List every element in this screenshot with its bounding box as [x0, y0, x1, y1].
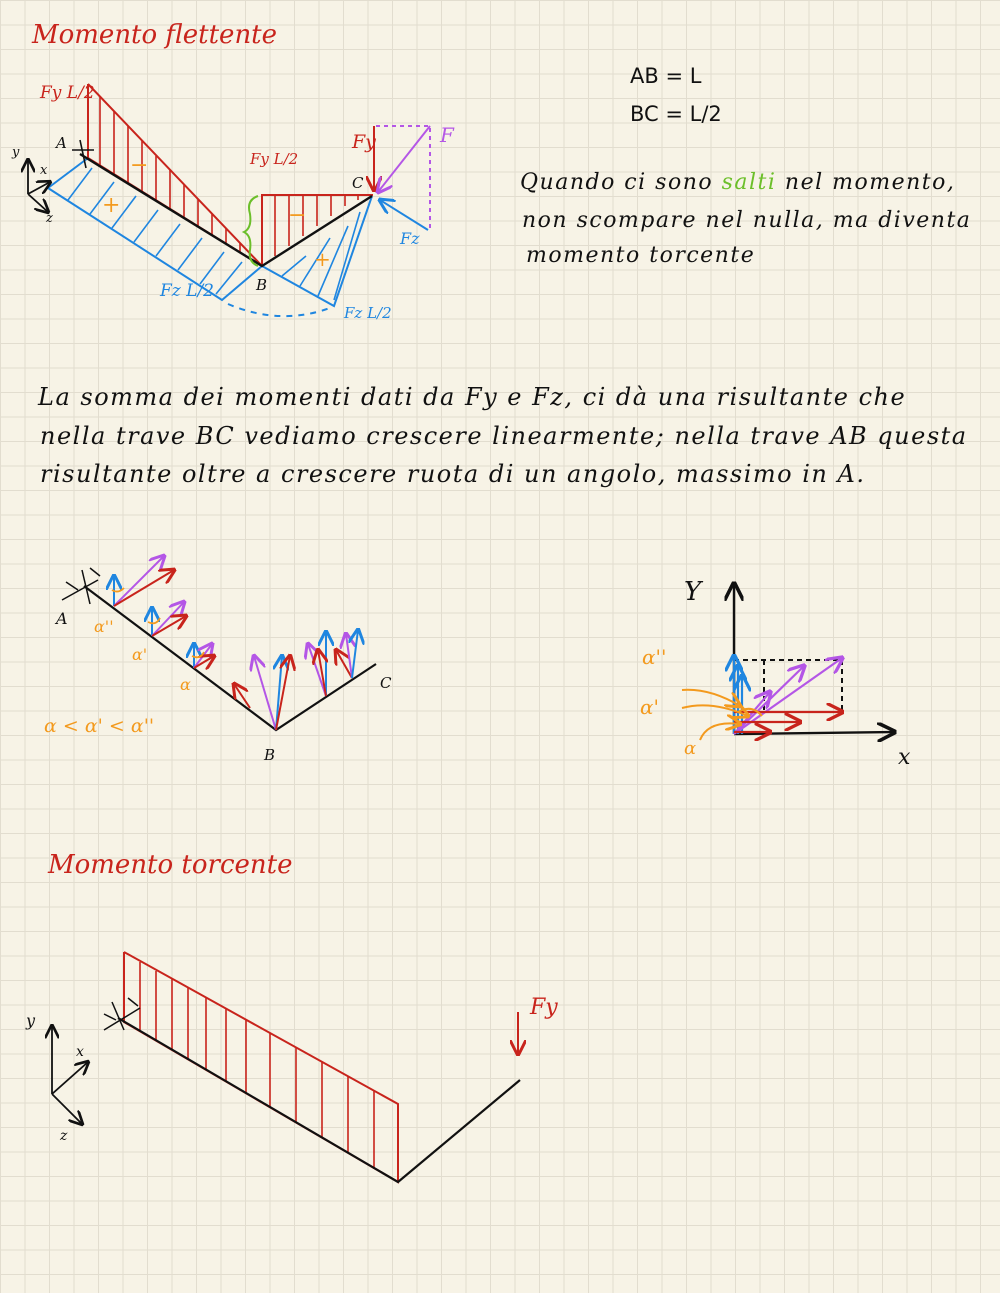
sign-plus-ab: + — [102, 193, 121, 218]
label-r-alpha: α — [684, 738, 697, 759]
beam-abc-2 — [84, 586, 376, 730]
title-momento-flettente: Momento flettente — [32, 20, 278, 50]
label-b-2: B — [264, 746, 276, 764]
label-r-alpha2: α'' — [642, 645, 667, 669]
support-a — [72, 140, 94, 168]
note-text-a: Quando ci sono — [520, 170, 722, 195]
eq-ab: AB = L — [630, 64, 702, 88]
support-a-2 — [62, 568, 100, 604]
dashed-arc — [228, 304, 330, 316]
support-a-3 — [104, 998, 140, 1030]
axis-y-label-3: y — [26, 1011, 36, 1030]
label-fy-l2-mid: Fy L/2 — [250, 150, 299, 168]
label-fz-l2-right: Fz L/2 — [344, 304, 392, 322]
alpha-inequality: α < α' < α'' — [44, 715, 155, 737]
paragraph-line-2: nella trave BC vediamo crescere linearmente; nella trave AB questa — [40, 422, 968, 450]
label-f: F — [440, 123, 454, 147]
blue-moment-ab — [48, 158, 262, 300]
torque-diagram — [52, 952, 520, 1182]
title-momento-torcente: Momento torcente — [48, 850, 293, 880]
axis-z-label-3: z — [60, 1128, 68, 1144]
bending-moment-diagram — [28, 84, 430, 316]
label-fz-l2-bottom: Fz L/2 — [160, 281, 214, 301]
label-fy-3: Fy — [530, 995, 558, 1020]
axis-x-label-2: x — [898, 745, 911, 770]
force-f-arrow — [378, 126, 430, 192]
note-text-c: nel momento, — [776, 170, 956, 195]
resultant-vector-diagram — [62, 556, 376, 730]
rotation-plane-diagram — [682, 584, 894, 740]
note-line-3: momento torcente — [526, 243, 756, 268]
axis-x-label-1: x — [40, 163, 48, 178]
label-b: B — [256, 276, 268, 294]
label-alpha2: α'' — [94, 617, 114, 636]
axis-z-label-1: z — [46, 211, 53, 226]
axis-y-label-1: y — [12, 145, 20, 160]
force-fz-arrow — [380, 200, 428, 230]
label-a-2: A — [56, 609, 68, 628]
axes-triad-3 — [52, 1026, 88, 1124]
label-alpha1: α' — [132, 645, 148, 664]
sign-minus-ab: − — [130, 153, 149, 178]
note-highlight-salti: salti — [721, 170, 777, 195]
label-c-2: C — [380, 674, 392, 692]
sign-plus-bc: + — [314, 247, 331, 271]
note-line-2: non scompare nel nulla, ma diventa — [522, 208, 972, 233]
label-r-alpha1: α' — [640, 695, 660, 719]
axis-y-label-2: Y — [684, 577, 702, 607]
label-alpha: α — [180, 675, 191, 694]
label-fy: Fy — [352, 131, 376, 153]
eq-bc: BC = L/2 — [630, 102, 722, 126]
paragraph-line-3: risultante oltre a crescere ruota di un angolo, massimo in A. — [40, 460, 866, 488]
sign-minus-bc: − — [288, 203, 307, 228]
axis-x-label-3: x — [76, 1044, 84, 1060]
label-fz: Fz — [400, 229, 420, 248]
beam-abc-3 — [118, 1018, 520, 1182]
label-c: C — [352, 174, 364, 192]
paragraph-line-1: La somma dei momenti dati da Fy e Fz, ci dà una risultante che — [38, 383, 907, 411]
label-a: A — [56, 134, 67, 152]
label-fy-l2-top: Fy L/2 — [40, 83, 95, 103]
